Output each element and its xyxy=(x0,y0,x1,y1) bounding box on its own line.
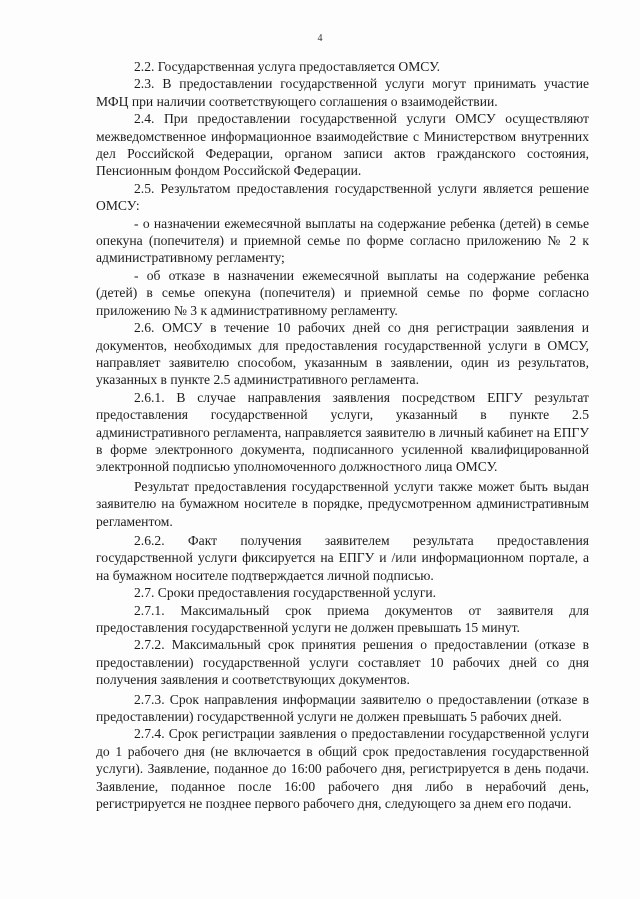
paragraph-2-6-1: 2.6.1. В случае направления заявления посредством ЕПГУ результат предоставления государственной услуги, указанный в пункте 2.5 административного регламента, направляется заявителю в личный кабинет на ЕПГУ в форме электронного документа, подписанного усиленной квалифицированной электронной подписью уполномоченного должностного лица ОМСУ. xyxy=(96,389,589,475)
paragraph-2-4: 2.4. При предоставлении государственной услуги ОМСУ осуществляют межведомственное информационное взаимодействие с Министерством внутренних дел Российской Федерации, органом записи актов гражданского состояния, Пенсионным фондом Российской Федерации. xyxy=(96,111,589,179)
paragraph-2-3: 2.3. В предоставлении государственной услуги могут принимать участие МФЦ при наличии соответствующего соглашения о взаимодействии. xyxy=(96,76,589,109)
paragraph-2-7-2: 2.7.2. Максимальный срок принятия решения о предоставлении (отказе в предоставлении) государственной услуги составляет 10 рабочих дней со дня получения заявления и соответствующих документов. xyxy=(96,637,589,688)
page-number: 4 xyxy=(317,33,323,44)
paragraph-2-2: 2.2. Государственная услуга предоставляется ОМСУ. xyxy=(134,59,440,74)
paragraph-2-6-2: 2.6.2. Факт получения заявителем результата предоставления государственной услуги фиксируется на ЕПГУ и /или информационном портале, а на бумажном носителе подтверждается личной подписью. xyxy=(96,532,589,583)
list-item-appointment: - о назначении ежемесячной выплаты на содержание ребенка (детей) в семье опекуна (попечителя) и приемной семье по форме согласно приложению № 2 к административному регламенту; xyxy=(96,215,589,266)
paragraph-2-7-3: 2.7.3. Срок направления информации заявителю о предоставлении (отказе в предоставлении) государственной услуги не должен превышать 5 рабочих дней. xyxy=(96,691,589,725)
paragraph-result-paper: Результат предоставления государственной услуги также может быть выдан заявителю на бумажном носителе в порядке, предусмотренном административным регламентом. xyxy=(96,478,589,529)
paragraph-2-5: 2.5. Результатом предоставления государственной услуги является решение ОМСУ: xyxy=(96,180,589,214)
list-item-refusal: - об отказе в назначении ежемесячной выплаты на содержание ребенка (детей) в семье опекуна (попечителя) и приемной семье по форме согласно приложению № 3 к административному регламенту. xyxy=(96,267,589,318)
document-body xyxy=(96,58,589,812)
paragraph-2-7-4: 2.7.4. Срок регистрации заявления о предоставлении государственной услуги до 1 рабочего дня (не включается в общий срок предоставления государственной услуги). Заявление, поданное до 16:00 рабочего дня, регистрируется в день подачи. Заявление, поданное после 16:00 рабочего дня либо в нерабочий день, регистрируется не позднее первого рабочего дня, следующего за днем его подачи. xyxy=(96,726,589,812)
paragraph-2-7: 2.7. Сроки предоставления государственной услуги. xyxy=(134,585,437,601)
paragraph-2-7-1: 2.7.1. Максимальный срок приема документов от заявителя для предоставления государственной услуги не должен превышать 15 минут. xyxy=(96,602,589,635)
paragraph-2-6: 2.6. ОМСУ в течение 10 рабочих дней со дня регистрации заявления и документов, необходимых для предоставления государственной услуги в ОМСУ, направляет заявителю способом, указанным в заявлении, один из результатов, указанных в пункте 2.5 административного регламента. xyxy=(96,320,589,388)
